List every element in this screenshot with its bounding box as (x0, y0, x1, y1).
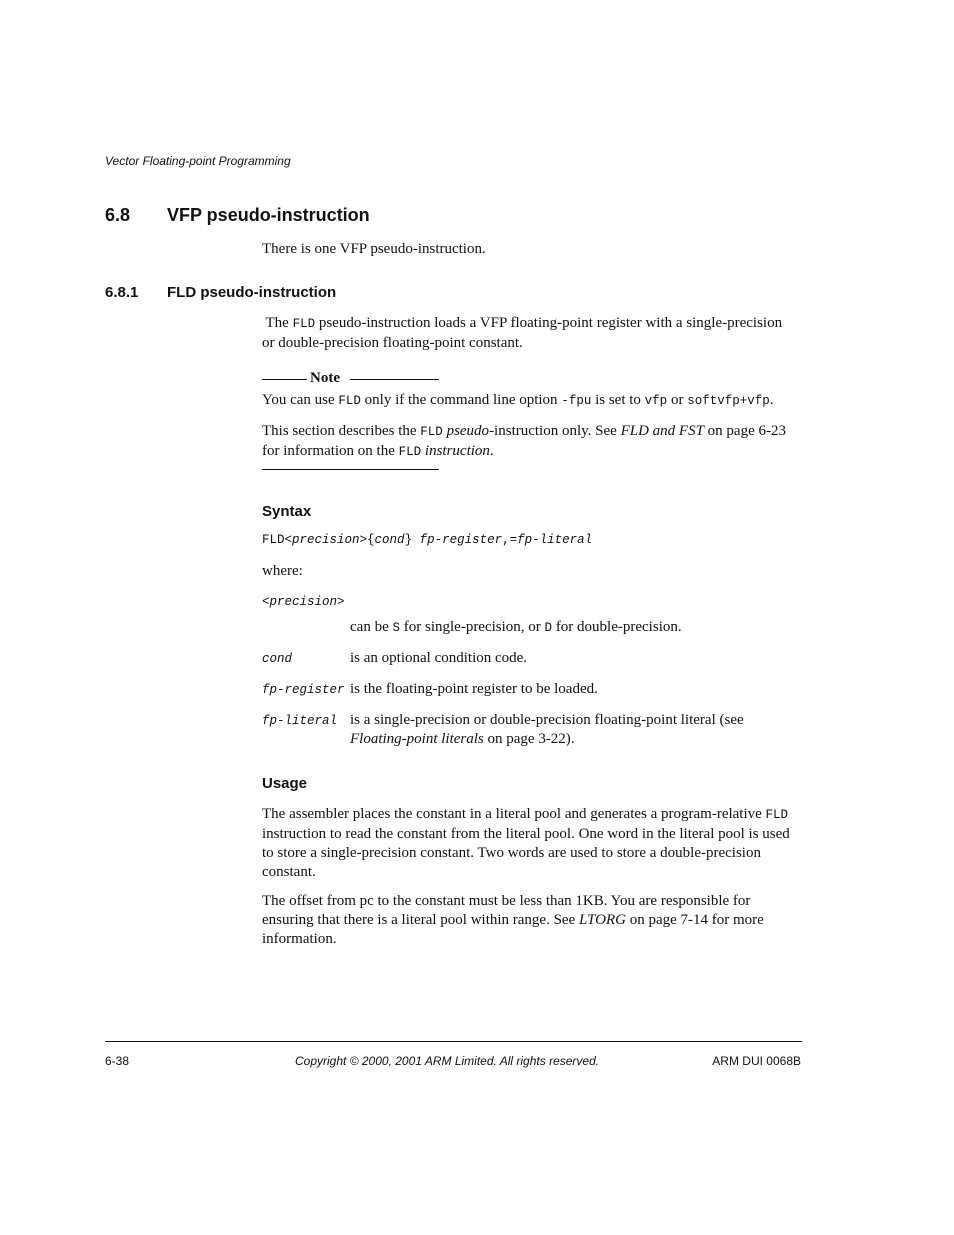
text: instruction to read the constant from the literal pool. One word in the literal pool is used (262, 826, 790, 842)
subsection-title: FLD pseudo-instruction (167, 284, 337, 301)
text: can be (350, 619, 393, 635)
text: for information on the (262, 443, 399, 459)
section-title: VFP pseudo-instruction (167, 205, 370, 225)
desc-fp-literal (350, 711, 810, 749)
text: The offset from pc to the constant must be less than 1KB. You are responsible for (262, 893, 751, 909)
fld-description-line-2: or double-precision floating-point constant. (262, 335, 523, 351)
code-param: cond (374, 533, 405, 547)
running-header: Vector Floating-point Programming (105, 154, 291, 168)
text: is set to (591, 392, 645, 408)
code-param: precision (269, 595, 338, 609)
code: > (337, 595, 345, 609)
fld-description-line-1 (262, 314, 807, 334)
code-param: precision (292, 533, 360, 547)
text: information. (262, 931, 337, 947)
text: for single-precision, or (400, 619, 545, 635)
code: FLD< (262, 533, 293, 547)
where-label: where: (262, 563, 303, 579)
cross-reference-link[interactable]: LTORG (579, 912, 626, 928)
note-rule-right (350, 379, 439, 380)
section-number: 6.8 (105, 205, 131, 225)
note-paragraph-2 (262, 422, 807, 462)
text: ensuring that there is a literal pool within range. See (262, 912, 579, 928)
code: vfp (644, 394, 668, 408)
text: on page 6-23 (703, 423, 786, 439)
footer-rule (105, 1041, 802, 1042)
term-fp-register: fp-register (262, 683, 345, 697)
code: >{ (359, 533, 375, 547)
text: on page 7-14 for more (625, 912, 764, 928)
code: S (392, 621, 400, 635)
italic-text: pseudo (442, 423, 490, 439)
syntax-line (262, 531, 592, 550)
text: . (489, 443, 494, 459)
subsection-number: 6.8.1 (105, 284, 139, 301)
code: softvfp+vfp (687, 394, 770, 408)
text: The assembler places the constant in a literal pool and generates a program-relative (262, 806, 766, 822)
text: -instruction only. See (489, 423, 621, 439)
cross-reference-link[interactable]: FLD and FST (620, 423, 704, 439)
usage-heading: Usage (262, 775, 308, 792)
text: . (769, 392, 774, 408)
usage-paragraph-2 (262, 892, 807, 949)
text: to store a single-precision constant. Two words are used to store a double-precision (262, 845, 761, 861)
page-number: 6-38 (105, 1054, 130, 1068)
document-id: ARM DUI 0068B (712, 1054, 801, 1068)
code-param: fp-register (419, 533, 503, 547)
section-heading (105, 204, 370, 226)
note-rule-left (262, 379, 307, 380)
text: for double-precision. (552, 619, 682, 635)
desc-precision (350, 618, 810, 638)
text: pseudo-instruction loads a VFP floating-point register with a single-precision (315, 315, 783, 331)
text: You can use (262, 392, 339, 408)
copyright-notice: Copyright © 2000, 2001 ARM Limited. All rights reserved. (295, 1054, 600, 1068)
note-label: Note (310, 370, 340, 386)
text: on page 3-22). (483, 731, 575, 747)
usage-paragraph-1 (262, 805, 807, 882)
code: ,= (502, 533, 518, 547)
desc-fp-register: is the floating-point register to be loaded. (350, 681, 598, 697)
code: } (404, 533, 420, 547)
cross-reference-link[interactable]: Floating-point literals (350, 731, 484, 747)
code: FLD (420, 425, 443, 439)
text: is a single-precision or double-precision floating-point literal (see (350, 712, 744, 728)
text: or (667, 392, 688, 408)
code: FLD (292, 317, 316, 331)
text: constant. (262, 864, 316, 880)
subsection-heading (105, 283, 336, 302)
code: FLD (765, 808, 789, 822)
syntax-heading: Syntax (262, 503, 312, 520)
text: only if the command line option (360, 392, 562, 408)
italic-text: instruction (421, 443, 490, 459)
term-cond: cond (262, 652, 293, 666)
code: -fpu (561, 394, 592, 408)
code: D (544, 621, 553, 635)
code: FLD (338, 394, 361, 408)
text: This section describes the (262, 423, 421, 439)
note-paragraph-1 (262, 391, 807, 411)
text: The (262, 315, 293, 331)
section-intro: There is one VFP pseudo-instruction. (262, 241, 486, 257)
fld-description-paragraph (262, 314, 807, 353)
term-precision (262, 593, 345, 612)
note-rule-bottom (262, 469, 439, 470)
code: < (262, 595, 270, 609)
code: FLD (398, 445, 422, 459)
term-fp-literal: fp-literal (262, 714, 338, 728)
code-param: fp-literal (517, 533, 593, 547)
desc-cond: is an optional condition code. (350, 650, 528, 666)
